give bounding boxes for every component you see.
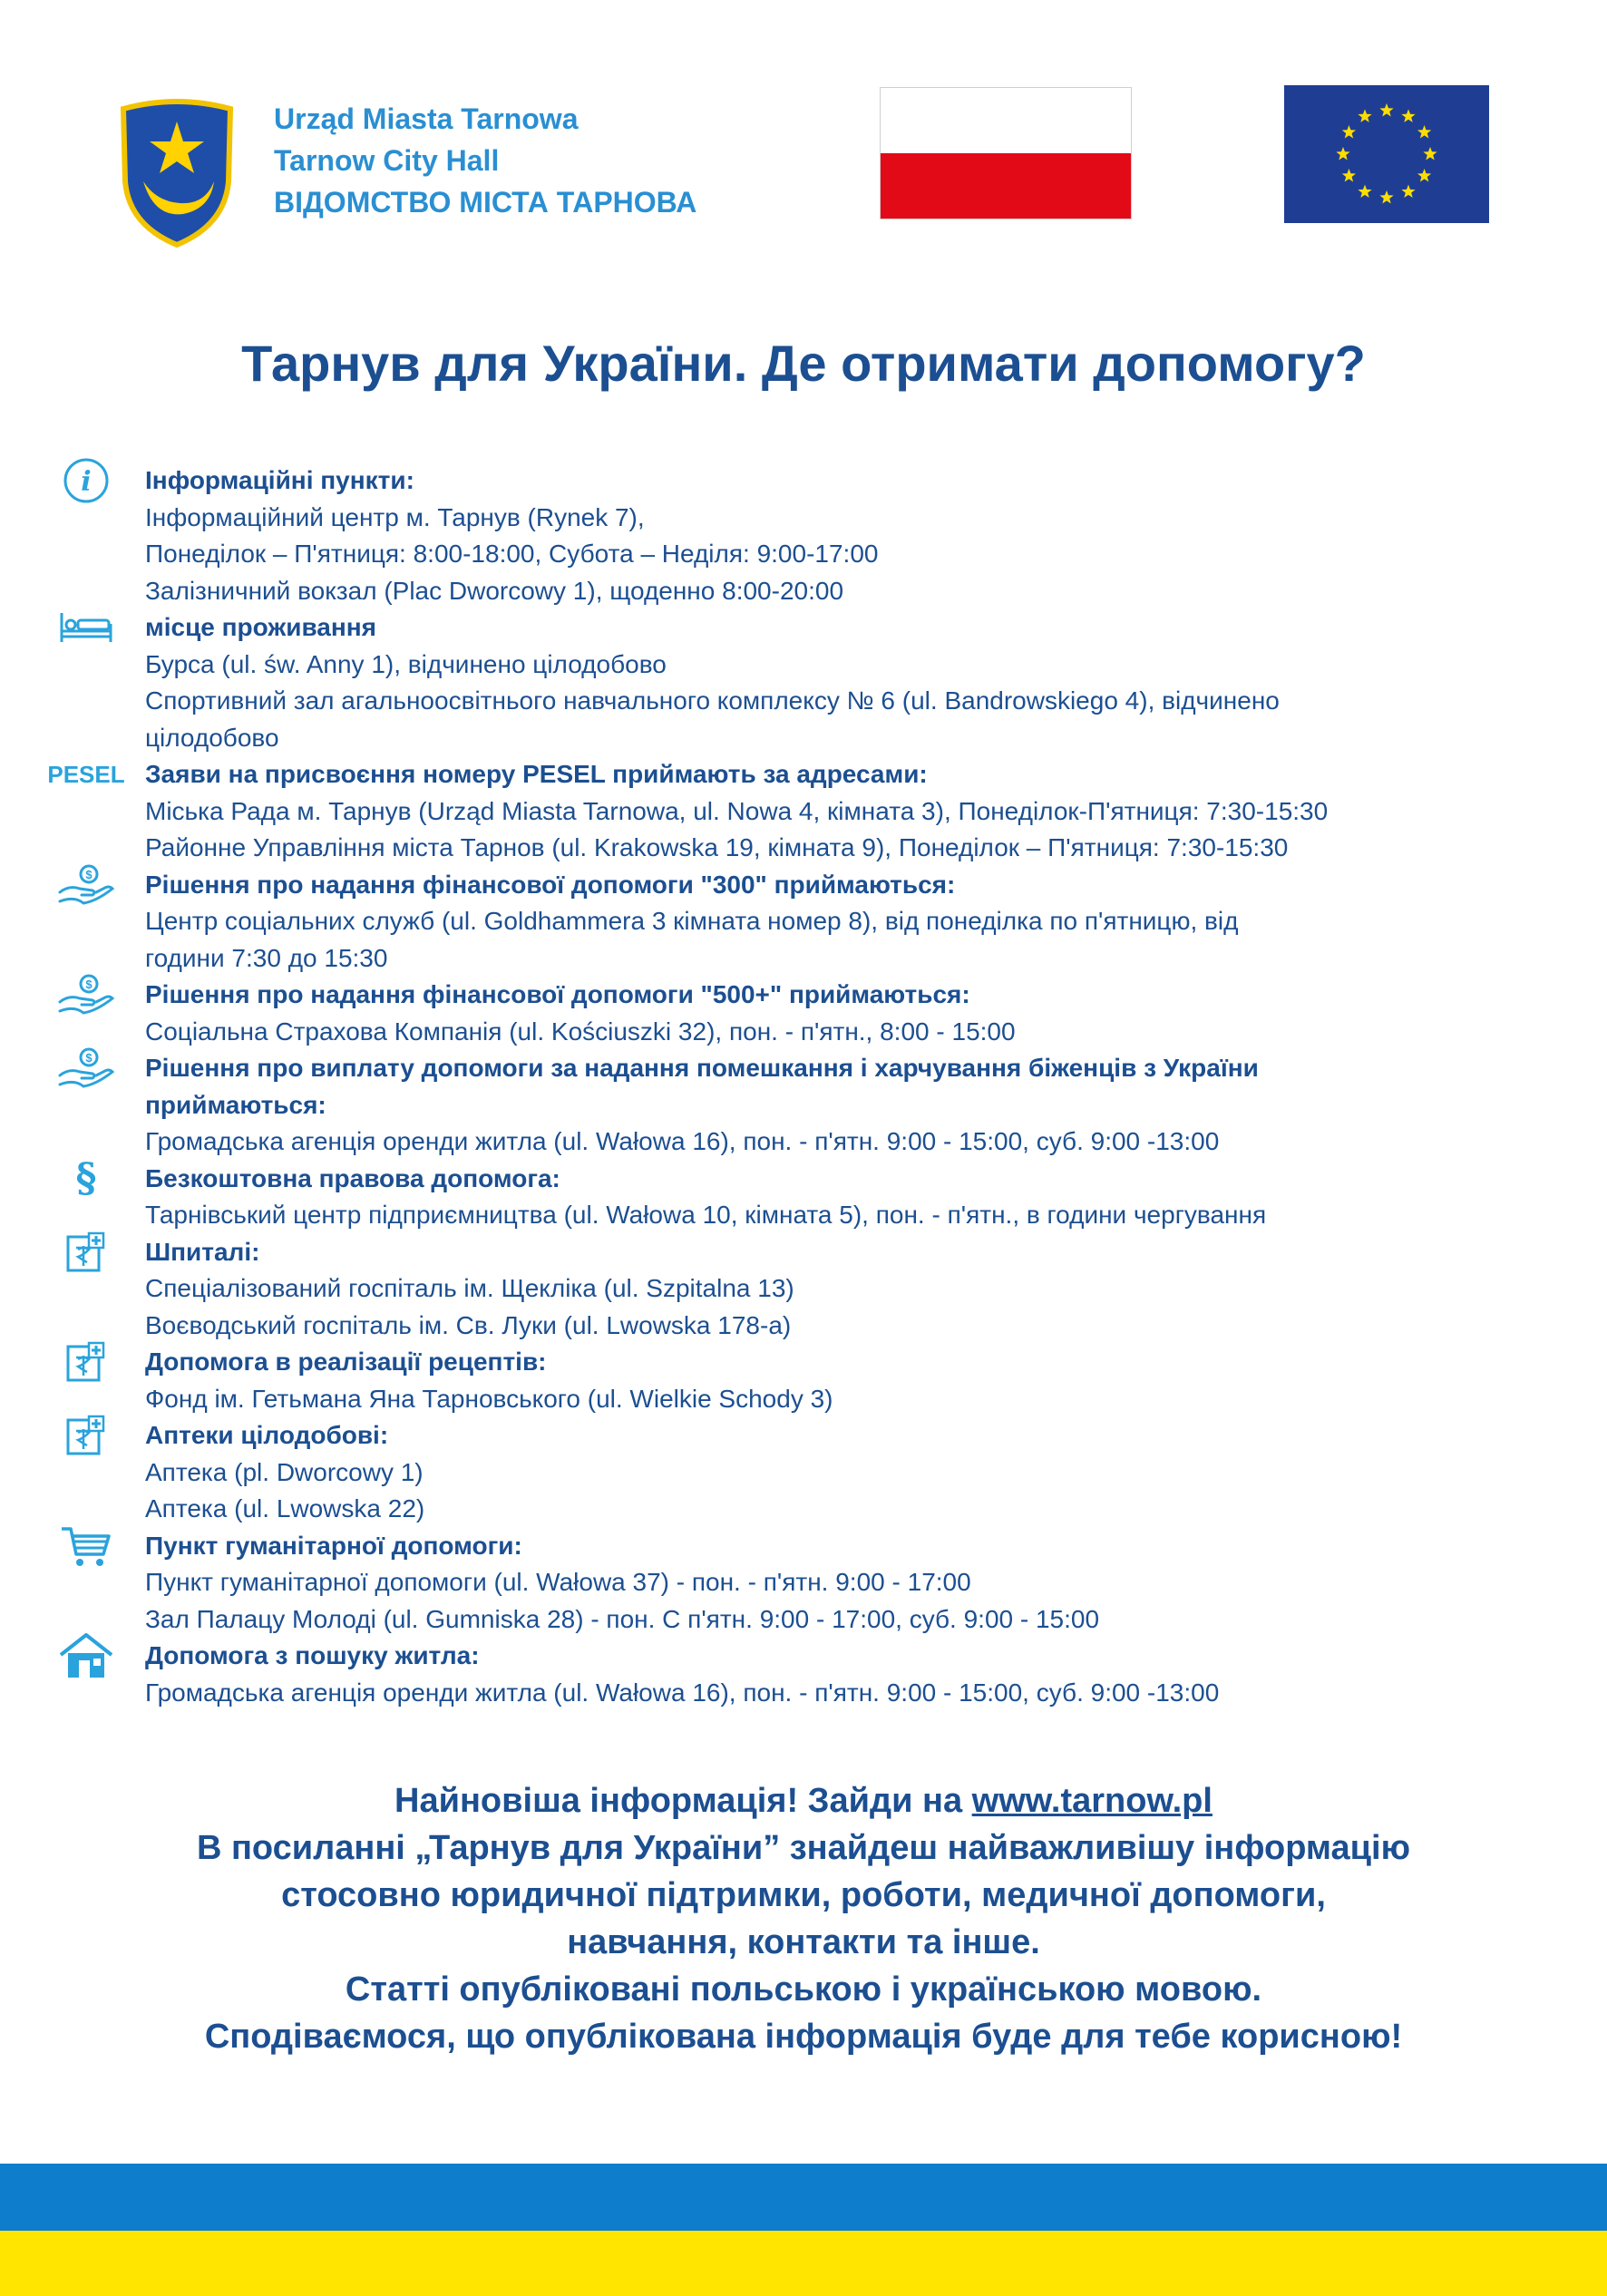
eu-star <box>1423 147 1437 161</box>
ukraine-stripe-blue <box>0 2164 1607 2231</box>
eu-star <box>1358 185 1371 198</box>
eu-star <box>1379 190 1393 204</box>
section-line: Міська Рада м. Тарнув (Urząd Miasta Tarnowa, ul. Nowa 4, кімната 3), Понеділок-П'ятниця: 7:30-15:30 <box>145 796 1329 825</box>
section-title: Шпиталі: <box>145 1237 260 1266</box>
section-line: Інформаційний центр м. Тарнув (Rynek 7), <box>145 502 645 531</box>
section-line: цілодобово <box>145 723 279 752</box>
tarnow-website-link[interactable]: www.tarnow.pl <box>971 1782 1213 1820</box>
help-section <box>145 1234 1560 1345</box>
eu-flag-icon <box>1284 85 1489 223</box>
header <box>0 0 1607 272</box>
section-line: Бурса (ul. św. Anny 1), відчинено цілодобово <box>145 649 667 678</box>
svg-text:i: i <box>81 466 92 498</box>
section-line: Спортивний зал агальноосвітнього навчального комплексу № 6 (ul. Bandrowskiego 4), відчинено <box>145 686 1280 715</box>
section-title: Інформаційні пункти: <box>145 466 414 494</box>
section-title: Заяви на присвоєння номеру PESEL приймають за адресами: <box>145 760 928 788</box>
section-title: Пункт гуманітарної допомоги: <box>145 1531 522 1560</box>
help-section <box>81 462 1560 609</box>
medical-icon <box>45 1234 127 1270</box>
eu-star <box>1342 169 1356 182</box>
poland-flag-icon <box>880 87 1132 219</box>
section-line: Фонд ім. Гетьмана Яна Тарновського (ul. Wielkie Schody 3) <box>145 1384 833 1413</box>
money-hand-icon <box>45 867 127 903</box>
bed-icon <box>45 609 127 646</box>
footer-line-3: стосовно юридичної підтримки, роботи, медичної допомоги, <box>281 1876 1326 1914</box>
section-line: Понеділок – П'ятниця: 8:00-18:00, Субота – Неділя: 9:00-17:00 <box>145 540 879 568</box>
help-section <box>85 977 1560 1050</box>
cart-icon <box>45 1528 127 1564</box>
section-line: Районне Управління міста Тарнов (ul. Krakowska 19, кімната 9), Понеділок – П'ятниця: 7:30-15:30 <box>145 833 1289 861</box>
money-hand-icon <box>45 1050 127 1086</box>
paragraph-icon: § <box>75 1155 97 1202</box>
section-title: Рішення про виплату допомоги за надання помешкання і харчування біженців з України <box>145 1054 1259 1082</box>
help-section <box>47 756 1560 867</box>
city-hall-name-ua: ВІДОМСТВО МІСТА ТАРНОВА <box>274 186 697 219</box>
eu-star <box>1417 125 1431 139</box>
section-title: Допомога в реалізації рецептів: <box>145 1347 547 1376</box>
footer-line-4: навчання, контакти та інше. <box>567 1923 1040 1961</box>
section-title: місце проживання <box>145 613 377 641</box>
section-line: Аптека (ul. Lwowska 22) <box>145 1494 425 1523</box>
section-line: години 7:30 до 15:30 <box>145 943 388 972</box>
help-section <box>145 609 1560 756</box>
help-section <box>85 1050 1560 1161</box>
help-sections <box>47 462 1560 1711</box>
svg-text:$: $ <box>85 867 93 881</box>
footer-line-1-text: Найновіша інформація! Зайди на <box>394 1782 972 1820</box>
medical-icon <box>45 1417 127 1454</box>
eu-star <box>1342 125 1356 139</box>
svg-text:$: $ <box>85 978 93 991</box>
ukraine-stripe-yellow <box>0 2231 1607 2296</box>
eu-star <box>1417 169 1431 182</box>
help-section <box>75 1155 1560 1234</box>
help-section <box>145 1417 1560 1528</box>
page-title: Тарнув для України. Де отримати допомогу? <box>241 335 1366 392</box>
money-hand-icon <box>45 977 127 1013</box>
section-line: Тарнівський центр підприємництва (ul. Wałowa 10, кімната 5), пон. - п'ятн., в години чергування <box>145 1201 1267 1229</box>
section-title-continued: приймаються: <box>145 1090 326 1119</box>
eu-star <box>1336 147 1349 161</box>
footer-line-1 <box>0 1777 1607 1824</box>
section-line: Зал Палацу Молоді (ul. Gumniska 28) - пон. С п'ятн. 9:00 - 17:00, суб. 9:00 - 15:00 <box>145 1604 1100 1633</box>
section-line: Аптека (pl. Dworcowy 1) <box>145 1457 424 1486</box>
section-line: Соціальна Страхова Компанія (ul. Kościuszki 32), пон. - п'ятн., 8:00 - 15:00 <box>145 1017 1016 1046</box>
eu-star <box>1379 103 1393 117</box>
section-title: Рішення про надання фінансової допомоги "500+" приймаються: <box>145 980 970 1008</box>
section-title: Допомога з пошуку житла: <box>145 1641 480 1669</box>
help-section <box>145 1638 1560 1711</box>
help-section <box>85 867 1560 978</box>
section-title: Рішення про надання фінансової допомоги "300" приймаються: <box>145 870 956 899</box>
help-section <box>145 1528 1560 1639</box>
section-line: Центр соціальних служб (ul. Goldhammera 3 кімната номер 8), від понеділка по п'ятницю, від <box>145 907 1239 935</box>
help-section <box>145 1344 1560 1417</box>
section-title: Безкоштовна правова допомога: <box>145 1163 560 1192</box>
section-line: Воєводський госпіталь ім. Св. Луки (ul. Lwowska 178-a) <box>145 1310 792 1339</box>
info-icon <box>45 462 127 499</box>
svg-text:$: $ <box>85 1051 93 1065</box>
section-line: Залізничний вокзал (Plac Dworcowy 1), щоденно 8:00-20:00 <box>145 576 844 605</box>
tarnow-coat-of-arms-icon <box>118 98 236 248</box>
city-hall-name-en: Tarnow City Hall <box>274 144 500 177</box>
eu-star <box>1401 109 1415 122</box>
section-line: Спеціалізований госпіталь ім. Щекліка (ul. Szpitalna 13) <box>145 1274 794 1302</box>
section-line: Громадська агенція оренди житла (ul. Wałowa 16), пон. - п'ятн. 9:00 - 15:00, суб. 9:00 -13:00 <box>145 1678 1220 1707</box>
house-icon <box>45 1638 127 1674</box>
pesel-icon: PESEL <box>47 760 125 788</box>
eu-star <box>1358 109 1371 122</box>
medical-icon <box>45 1344 127 1380</box>
footer-line-6: Сподіваємося, що опублікована інформація буде для тебе корисною! <box>204 2018 1403 2056</box>
city-hall-name-pl: Urząd Miasta Tarnowa <box>274 102 579 135</box>
eu-star <box>1401 185 1415 198</box>
footer-line-5: Статті опубліковані польською і українською мовою. <box>345 1970 1262 2009</box>
city-hall-names <box>274 98 696 223</box>
section-title: Аптеки цілодобові: <box>145 1421 389 1449</box>
footer-line-2: В посиланні „Тарнув для України” знайдеш найважливішу інформацію <box>196 1829 1411 1867</box>
section-line: Пункт гуманітарної допомоги (ul. Wałowa 37) - пон. - п'ятн. 9:00 - 17:00 <box>145 1568 971 1596</box>
section-line: Громадська агенція оренди житла (ul. Wałowa 16), пон. - п'ятн. 9:00 - 15:00, суб. 9:00 -13:00 <box>145 1127 1220 1155</box>
footer-info <box>0 1777 1607 2060</box>
